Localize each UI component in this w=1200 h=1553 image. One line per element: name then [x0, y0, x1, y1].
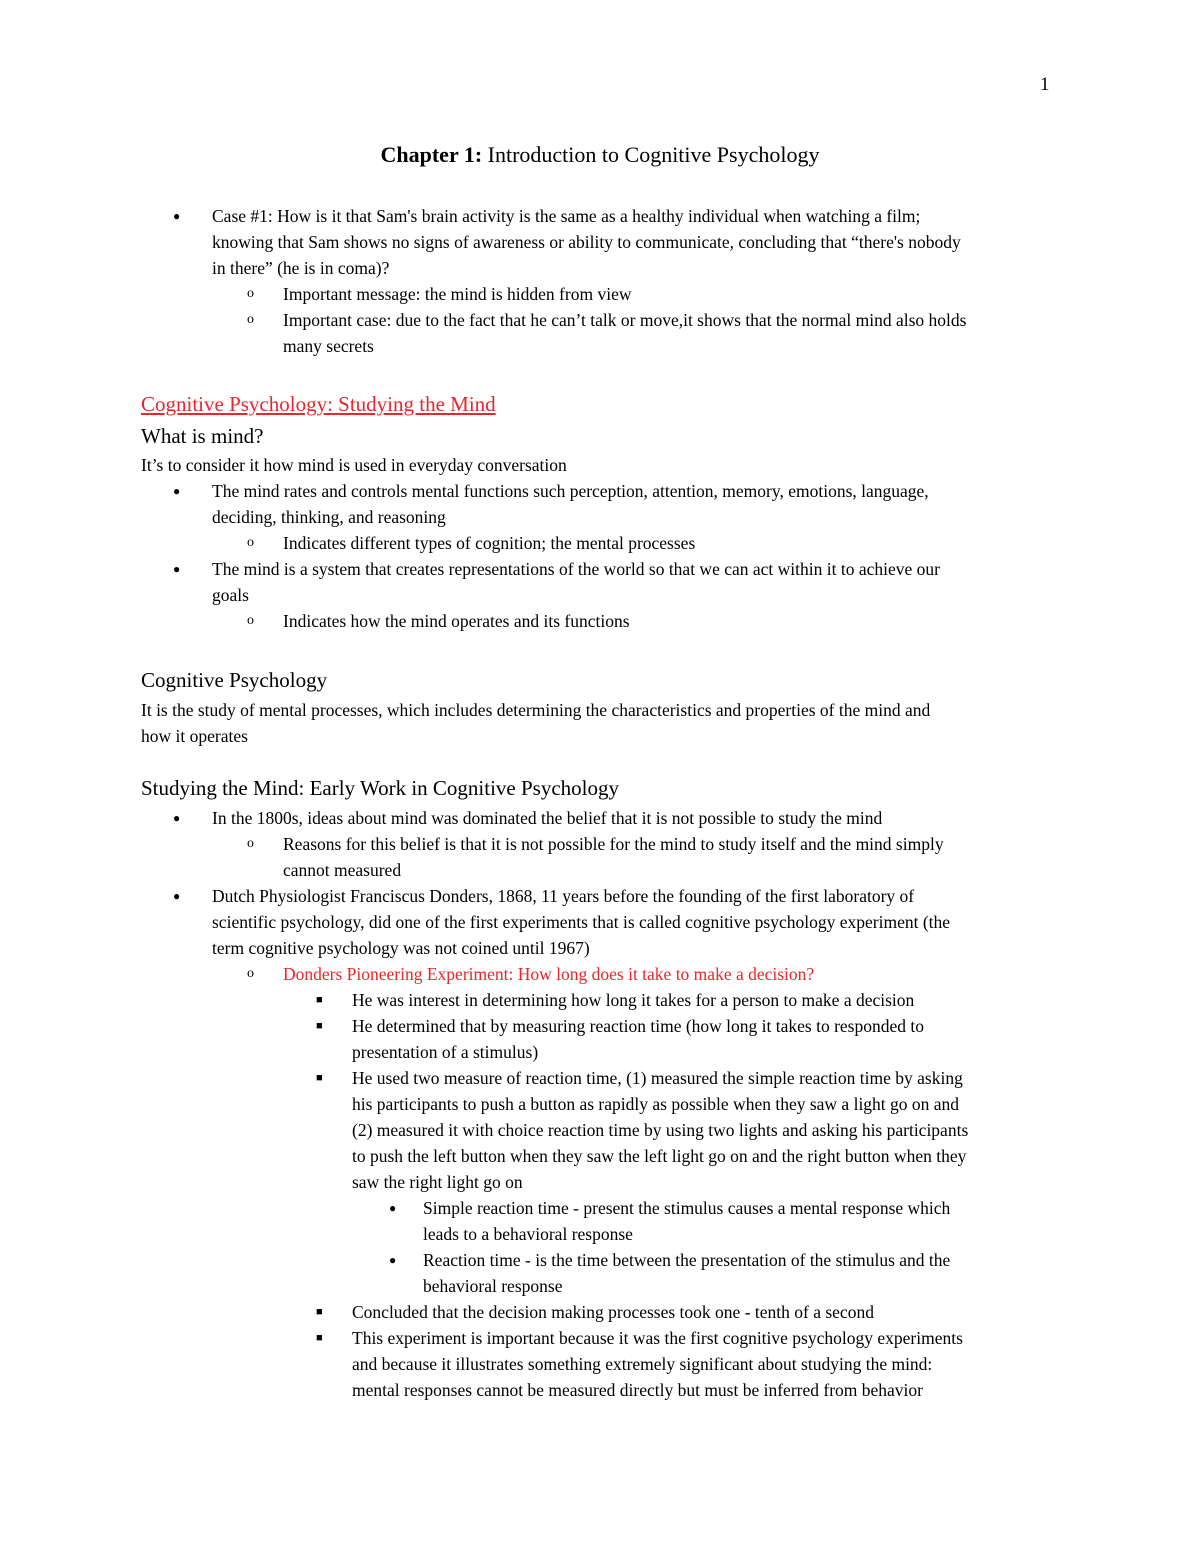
list-sub-sub-item: Concluded that the decision making processes took one - tenth of a second — [352, 1302, 874, 1322]
bullet-circle-icon: o — [247, 535, 254, 550]
list-sub-sub-item: mental responses cannot be measured directly but must be inferred from behavior — [352, 1380, 923, 1400]
paragraph-line: It’s to consider it how mind is used in everyday conversation — [141, 455, 567, 475]
list-sub-sub-item: presentation of a stimulus) — [352, 1042, 539, 1062]
bullet-dot-icon: ● — [173, 484, 181, 498]
list-item: term cognitive psychology was not coined until 1967) — [212, 938, 590, 958]
page-title — [0, 142, 1200, 168]
list-item: scientific psychology, did one of the first experiments that is called cognitive psychology experiment (the — [212, 912, 951, 932]
list-sub-sub-item: to push the left button when they saw the left light go on and the right button when they — [352, 1146, 967, 1166]
bullet-dot-icon: ● — [173, 209, 181, 223]
list-item: Dutch Physiologist Franciscus Donders, 1868, 11 years before the founding of the first laboratory of — [212, 886, 915, 906]
bullet-circle-icon: o — [247, 966, 254, 981]
bullet-dot-icon: ● — [173, 811, 181, 825]
list-sub-sub-item: (2) measured it with choice reaction time by using two lights and asking his participants — [352, 1120, 969, 1140]
list-sub-sub-item: his participants to push a button as rapidly as possible when they saw a light go on and — [352, 1094, 960, 1114]
bullet-circle-icon: o — [247, 836, 254, 851]
experiment-heading: Donders Pioneering Experiment: How long does it take to make a decision? — [283, 964, 815, 984]
bullet-square-icon: ■ — [316, 994, 323, 1006]
case-sub-item: many secrets — [283, 336, 374, 356]
list-item: goals — [212, 585, 249, 605]
section-heading-red: Cognitive Psychology: Studying the Mind — [141, 392, 496, 416]
paragraph-line: how it operates — [141, 726, 248, 746]
list-item: The mind rates and controls mental functions such perception, attention, memory, emotions, language, — [212, 481, 929, 501]
bullet-square-icon: ■ — [316, 1332, 323, 1344]
bullet-circle-icon: o — [247, 286, 254, 301]
paragraph-line: It is the study of mental processes, which includes determining the characteristics and properties of the mind and — [141, 700, 931, 720]
list-sub-item: Indicates how the mind operates and its functions — [283, 611, 630, 631]
list-item: The mind is a system that creates representations of the world so that we can act within it to achieve our — [212, 559, 940, 579]
case-line: in there” (he is in coma)? — [212, 258, 390, 278]
bullet-square-icon: ■ — [316, 1020, 323, 1032]
bullet-dot-icon: ● — [173, 889, 181, 903]
list-sub-sub-item: He determined that by measuring reaction time (how long it takes to responded to — [352, 1016, 924, 1036]
case-sub-item: Important case: due to the fact that he can’t talk or move,it shows that the normal mind also holds — [283, 310, 967, 330]
list-sub-item: Reasons for this belief is that it is not possible for the mind to study itself and the mind simply — [283, 834, 944, 854]
bullet-dot-icon: ● — [173, 562, 181, 576]
section-heading: Cognitive Psychology — [141, 668, 328, 692]
list-sub-sub-item: saw the right light go on — [352, 1172, 523, 1192]
section-heading: Studying the Mind: Early Work in Cognitive Psychology — [141, 776, 619, 800]
list-sub-sub-item: This experiment is important because it was the first cognitive psychology experiments — [352, 1328, 963, 1348]
page-number: 1 — [1040, 74, 1050, 95]
bullet-circle-icon: o — [247, 312, 254, 327]
case-sub-item: Important message: the mind is hidden from view — [283, 284, 632, 304]
title-text: Introduction to Cognitive Psychology — [482, 142, 820, 167]
list-level4-item: leads to a behavioral response — [423, 1224, 633, 1244]
list-sub-item: Indicates different types of cognition; the mental processes — [283, 533, 696, 553]
list-sub-item: cannot measured — [283, 860, 402, 880]
list-sub-sub-item: and because it illustrates something extremely significant about studying the mind: — [352, 1354, 933, 1374]
list-sub-sub-item: He used two measure of reaction time, (1) measured the simple reaction time by asking — [352, 1068, 963, 1088]
bullet-square-icon: ■ — [316, 1072, 323, 1084]
bullet-square-icon: ■ — [316, 1306, 323, 1318]
list-item: In the 1800s, ideas about mind was dominated the belief that it is not possible to study the mind — [212, 808, 883, 828]
bullet-circle-icon: o — [247, 613, 254, 628]
list-level4-item: behavioral response — [423, 1276, 563, 1296]
case-line: knowing that Sam shows no signs of awareness or ability to communicate, concluding that “there's nobody — [212, 232, 961, 252]
case-line: Case #1: How is it that Sam's brain activity is the same as a healthy individual when watching a film; — [212, 206, 921, 226]
list-item: deciding, thinking, and reasoning — [212, 507, 446, 527]
list-sub-sub-item: He was interest in determining how long it takes for a person to make a decision — [352, 990, 915, 1010]
bullet-dot-icon: ● — [389, 1201, 397, 1215]
list-level4-item: Simple reaction time - present the stimulus causes a mental response which — [423, 1198, 951, 1218]
title-chapter: Chapter 1: — [380, 142, 483, 167]
section-subheading: What is mind? — [141, 424, 264, 448]
list-level4-item: Reaction time - is the time between the presentation of the stimulus and the — [423, 1250, 951, 1270]
bullet-dot-icon: ● — [389, 1253, 397, 1267]
